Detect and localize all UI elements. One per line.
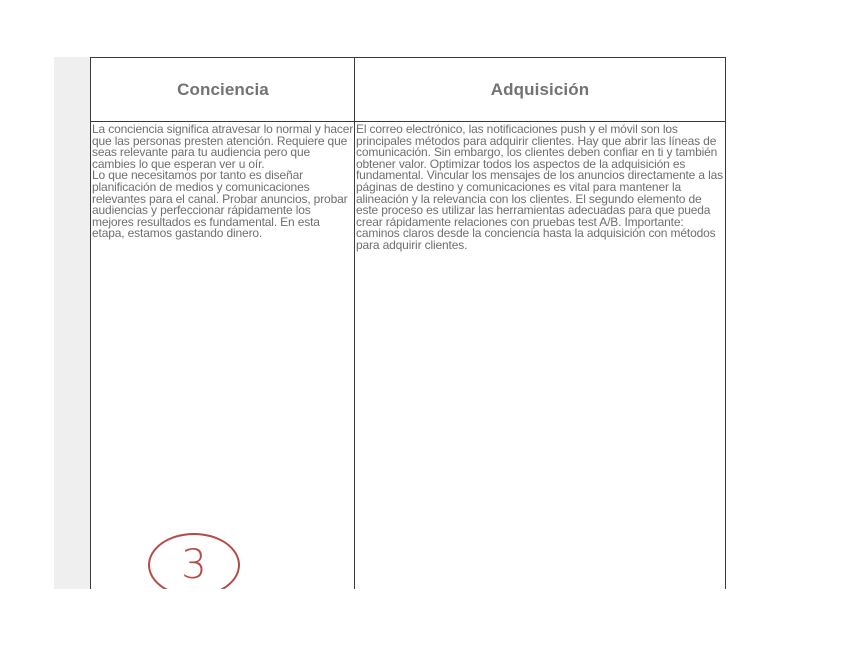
page-gutter	[54, 57, 90, 589]
column-heading-adquisicion: Adquisición	[355, 58, 725, 122]
paragraph: La conciencia significa atravesar lo normal y hacer que las personas presten atención. Requiere que seas relevante para tu audiencia pero que cambies lo que esperan ver u oír.	[92, 122, 354, 171]
step-number-label: 3	[181, 542, 207, 588]
column-heading-conciencia: Conciencia	[91, 58, 355, 122]
column-text-conciencia	[91, 122, 355, 240]
column-text-adquisicion	[355, 122, 725, 252]
column-adquisicion	[354, 57, 726, 589]
paragraph: El correo electrónico, las notificaciones push y el móvil son los principales métodos para adquirir clientes. Hay que abrir las líneas de comunicación. Sin embargo, los clientes deben confiar en ti y también obtener valor. Optimizar todos los aspectos de la adquisición es fundamental. Vincular los mensajes de los anuncios directamente a las páginas de destino y comunicaciones es vital para mantener la alineación y la relevancia con los clientes. El segundo elemento de este proceso es utilizar las herramientas adecuadas para que pueda crear rápidamente relaciones con pruebas test A/B. Importante: caminos claros desde la conciencia hasta la adquisición con métodos para adquirir clientes.	[356, 122, 723, 252]
column-conciencia	[90, 57, 355, 589]
step-number-circle	[148, 533, 240, 589]
paragraph: Lo que necesitamos por tanto es diseñar planificación de medios y comunicaciones relevantes para el canal. Probar anuncios, probar audiencias y perfeccionar rápidamente los mejores resultados es fundamental. En esta etapa, estamos gastando dinero.	[92, 168, 348, 241]
document-page	[90, 57, 726, 589]
